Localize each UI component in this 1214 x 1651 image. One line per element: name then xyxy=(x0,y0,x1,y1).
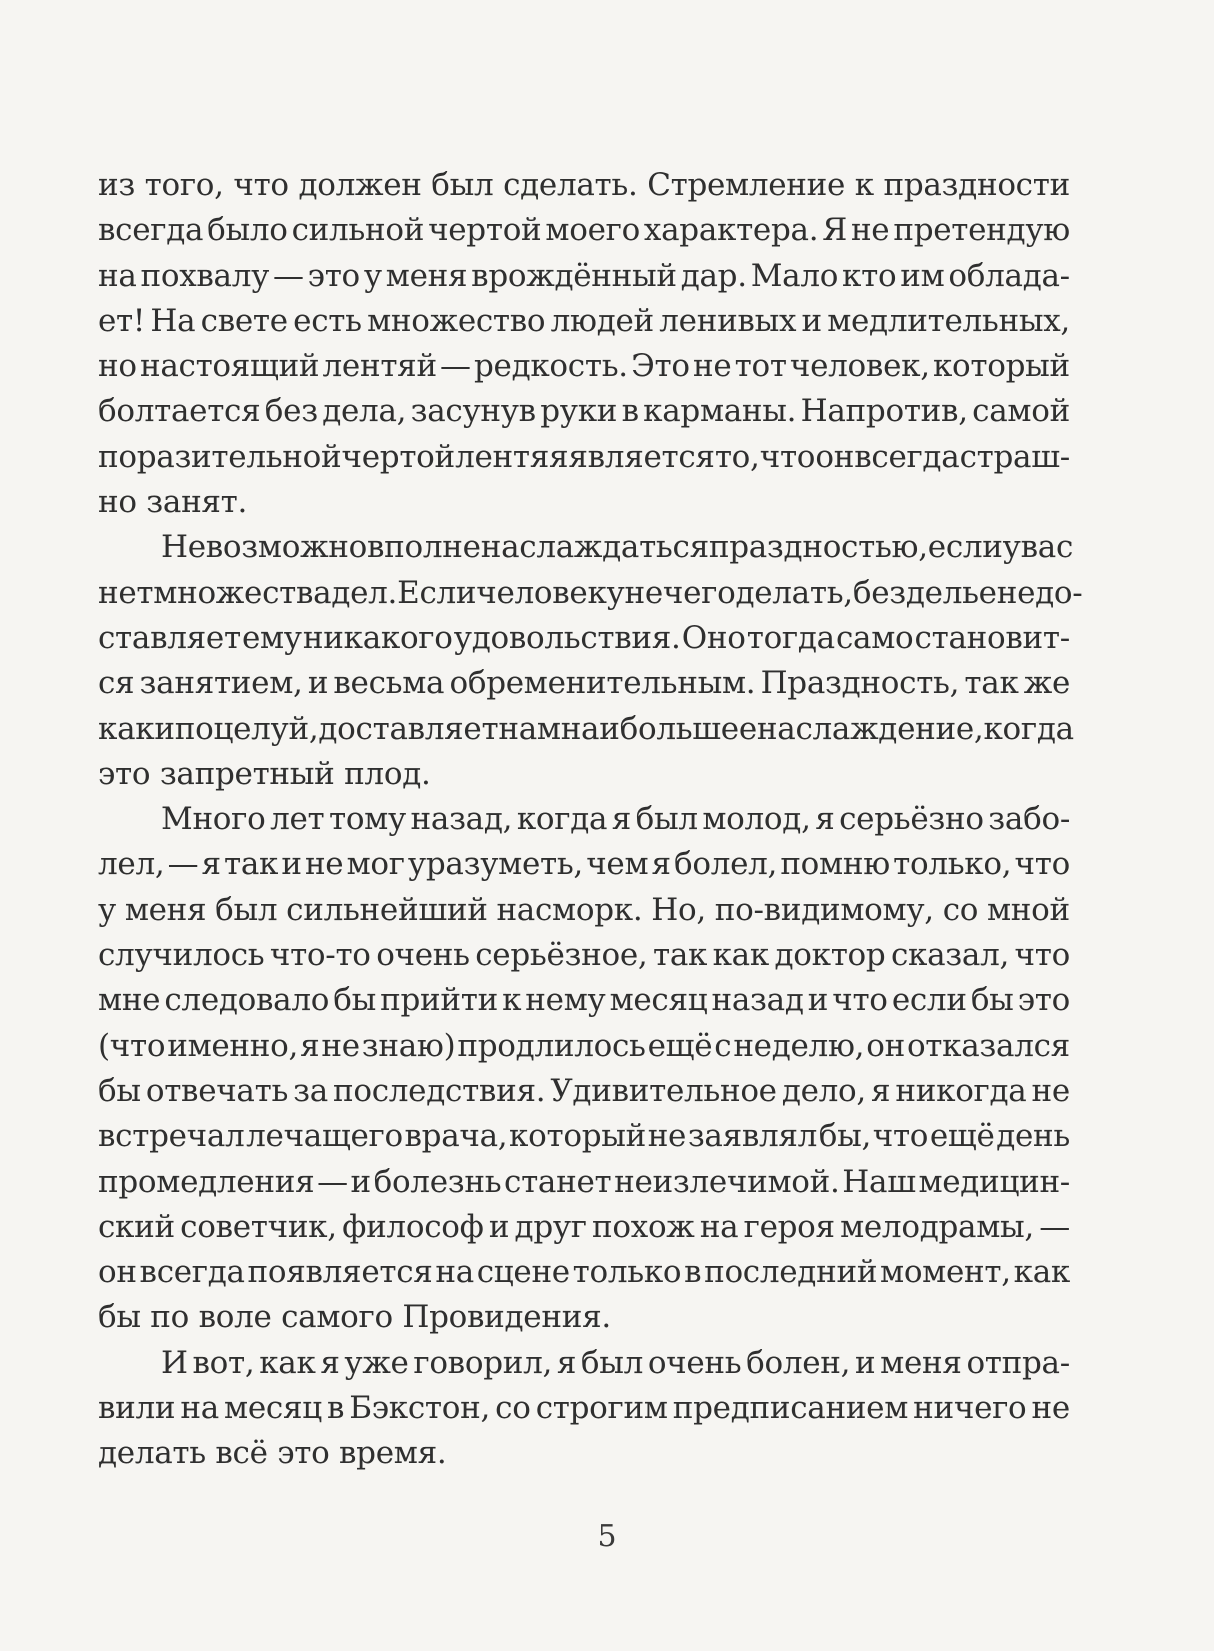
text-line: ет! На свете есть множество людей ленивых и медлительных, xyxy=(98,302,1070,339)
text-line: из того, что должен был сделать. Стремление к праздности xyxy=(98,167,1070,203)
text-line: но занят. xyxy=(98,484,248,521)
text-line: он всегда появляется на сцене только в последний момент, как xyxy=(98,1254,1070,1291)
text-line: Невозможно вполне наслаждаться праздностью, если у вас xyxy=(161,529,1074,566)
text-line: у меня был сильнейший насморк. Но, по-видимому, со мной xyxy=(98,891,1070,928)
paragraph xyxy=(98,797,1070,1341)
text-line: поразительной чертой лентяя является то, что он всегда страш- xyxy=(98,438,1070,475)
text-line: лел, — я так и не мог уразуметь, чем я болел, помню только, что xyxy=(98,846,1070,883)
text-line: (что именно, я не знаю) продлилось ещё с неделю, он отказался xyxy=(98,1027,1070,1064)
text-line: случилось что-то очень серьёзное, так как доктор сказал, что xyxy=(98,937,1070,974)
text-line: на похвалу — это у меня врождённый дар. Мало кто им облада- xyxy=(98,257,1070,294)
text-line: ставляет ему никакого удовольствия. Оно тогда само становит- xyxy=(98,619,1070,656)
text-line: ский советчик, философ и друг похож на героя мелодрамы, — xyxy=(98,1208,1070,1245)
text-line: встречал лечащего врача, который не заявлял бы, что ещё день xyxy=(98,1118,1070,1155)
text-line: всегда было сильной чертой моего характера. Я не претендую xyxy=(98,212,1070,249)
paragraph xyxy=(98,1341,1070,1477)
paragraph xyxy=(98,163,1070,525)
text-line: но настоящий лентяй — редкость. Это не тот человек, который xyxy=(98,348,1070,385)
page-number: 5 xyxy=(597,1519,617,1554)
text-line: И вот, как я уже говорил, я был очень болен, и меня отпра- xyxy=(161,1344,1070,1381)
text-line: мне следовало бы прийти к нему месяц назад и что если бы это xyxy=(98,982,1070,1019)
text-line: вили на месяц в Бэкстон, со строгим предписанием ничего не xyxy=(98,1390,1070,1427)
text-line: Много лет тому назад, когда я был молод, я серьёзно забо- xyxy=(161,801,1070,838)
text-line: делать всё это время. xyxy=(98,1435,447,1472)
text-line: бы отвечать за последствия. Удивительное дело, я никогда не xyxy=(98,1072,1070,1109)
text-line: как и поцелуй, доставляет нам наибольшее наслаждение, когда xyxy=(98,710,1074,747)
text-line: болтается без дела, засунув руки в карманы. Напротив, самой xyxy=(98,393,1070,430)
text-line: ся занятием, и весьма обременительным. Праздность, так же xyxy=(98,665,1070,702)
text-line: промедления — и болезнь станет неизлечимой. Наш медицин- xyxy=(98,1163,1070,1200)
page-body xyxy=(98,163,1083,1477)
text-line: бы по воле самого Провидения. xyxy=(98,1299,611,1336)
text-line: это запретный плод. xyxy=(98,755,431,792)
text-line: нет множества дел. Если человеку нечего делать, безделье не до- xyxy=(98,574,1083,611)
paragraph xyxy=(98,525,1083,797)
